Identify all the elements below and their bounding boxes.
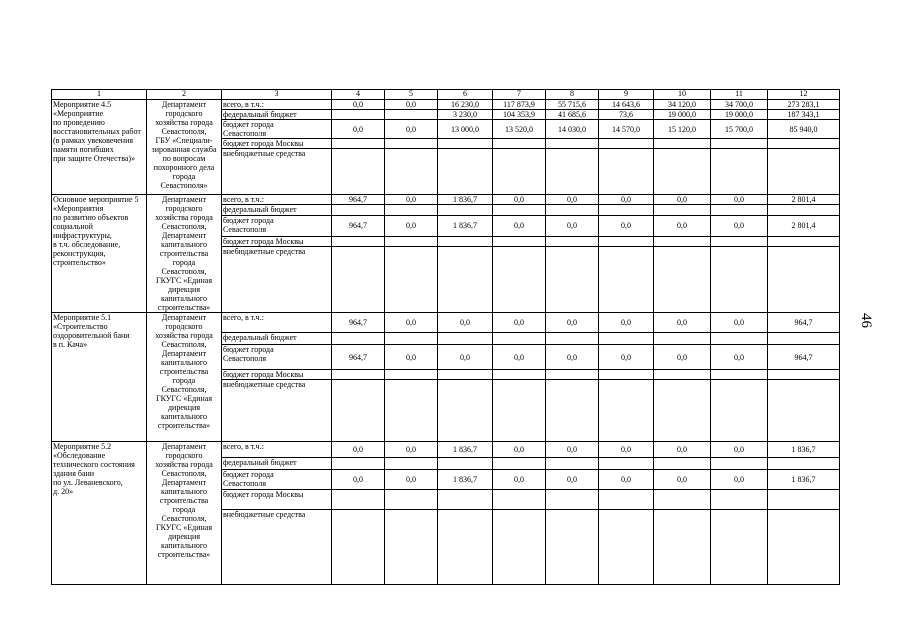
amount-cell	[599, 139, 654, 149]
amount-cell	[493, 380, 546, 442]
amount-cell	[711, 510, 768, 585]
amount-cell: 0,0	[493, 313, 546, 333]
amount-cell: 0,0	[711, 215, 768, 236]
amount-cell	[493, 205, 546, 215]
amount-cell: 0,0	[438, 345, 493, 370]
amount-cell: 0,0	[599, 345, 654, 370]
funding-source: всего, в т.ч.:	[222, 313, 332, 333]
funding-source: федеральный бюджет	[222, 333, 332, 345]
amount-cell: 0,0	[493, 195, 546, 205]
amount-cell: 0,0	[332, 120, 385, 139]
amount-cell	[493, 458, 546, 470]
column-number: 8	[546, 90, 599, 100]
amount-cell	[332, 139, 385, 149]
amount-cell: 0,0	[599, 313, 654, 333]
budget-table	[51, 89, 840, 585]
amount-cell	[768, 333, 840, 345]
amount-cell: 0,0	[711, 313, 768, 333]
amount-cell: 1 836,7	[438, 195, 493, 205]
amount-cell	[546, 333, 599, 345]
amount-cell: 14 643,6	[599, 100, 654, 110]
amount-cell: 0,0	[438, 313, 493, 333]
amount-cell	[654, 149, 711, 195]
funding-source: внебюджетные средства	[222, 510, 332, 585]
amount-cell	[546, 205, 599, 215]
amount-cell	[654, 139, 711, 149]
amount-cell: 34 700,0	[711, 100, 768, 110]
amount-cell: 187 343,1	[768, 110, 840, 120]
amount-cell: 0,0	[546, 345, 599, 370]
column-number: 7	[493, 90, 546, 100]
amount-cell: 1 836,7	[768, 470, 840, 490]
amount-cell: 2 801,4	[768, 195, 840, 205]
amount-cell: 0,0	[385, 195, 438, 205]
amount-cell	[438, 490, 493, 510]
column-number-row	[52, 90, 840, 100]
amount-cell	[385, 490, 438, 510]
executor-cell: Департамент городского хозяйства города Севастополя, Департамент капитального строительства города Севастополя, ГКУГС «Единая дирекция капитального строительства»	[147, 195, 222, 313]
amount-cell: 0,0	[493, 470, 546, 490]
column-number: 2	[147, 90, 222, 100]
amount-cell	[599, 333, 654, 345]
column-number: 12	[768, 90, 840, 100]
amount-cell: 34 120,0	[654, 100, 711, 110]
amount-cell	[599, 380, 654, 442]
amount-cell	[385, 370, 438, 380]
amount-cell	[711, 370, 768, 380]
column-number: 11	[711, 90, 768, 100]
amount-cell	[546, 247, 599, 313]
amount-cell: 3 230,0	[438, 110, 493, 120]
amount-cell: 19 000,0	[654, 110, 711, 120]
amount-cell	[332, 370, 385, 380]
amount-cell: 964,7	[768, 313, 840, 333]
amount-cell: 1 836,7	[438, 215, 493, 236]
amount-cell	[768, 458, 840, 470]
column-number: 10	[654, 90, 711, 100]
funding-source: всего, в т.ч.:	[222, 442, 332, 458]
executor-cell: Департамент городского хозяйства города Севастополя, ГБУ «Специали- зированная служба по вопросам похоронного дела города Севастополя»	[147, 100, 222, 195]
amount-cell	[599, 370, 654, 380]
amount-cell	[599, 149, 654, 195]
amount-cell: 0,0	[711, 470, 768, 490]
funding-source: бюджет города Севастополя	[222, 470, 332, 490]
amount-cell	[385, 205, 438, 215]
funding-source: бюджет города Севастополя	[222, 215, 332, 236]
amount-cell	[493, 510, 546, 585]
amount-cell	[768, 205, 840, 215]
funding-source: бюджет города Москвы	[222, 370, 332, 380]
funding-source: бюджет города Севастополя	[222, 120, 332, 139]
amount-cell: 0,0	[385, 215, 438, 236]
amount-cell	[438, 458, 493, 470]
amount-cell	[599, 205, 654, 215]
column-number: 6	[438, 90, 493, 100]
amount-cell	[711, 236, 768, 246]
amount-cell: 0,0	[711, 442, 768, 458]
amount-cell	[332, 205, 385, 215]
amount-cell	[332, 110, 385, 120]
amount-cell	[546, 490, 599, 510]
funding-source: внебюджетные средства	[222, 380, 332, 442]
amount-cell	[768, 510, 840, 585]
amount-cell	[546, 149, 599, 195]
amount-cell: 0,0	[654, 313, 711, 333]
amount-cell	[599, 490, 654, 510]
amount-cell: 964,7	[332, 345, 385, 370]
amount-cell: 0,0	[385, 442, 438, 458]
amount-cell: 104 353,9	[493, 110, 546, 120]
amount-cell: 0,0	[332, 442, 385, 458]
amount-cell	[438, 333, 493, 345]
amount-cell	[385, 510, 438, 585]
amount-cell: 0,0	[654, 470, 711, 490]
amount-cell: 0,0	[546, 195, 599, 205]
amount-cell: 964,7	[768, 345, 840, 370]
amount-cell	[768, 380, 840, 442]
amount-cell: 0,0	[332, 100, 385, 110]
amount-cell	[493, 490, 546, 510]
amount-cell	[438, 510, 493, 585]
amount-cell	[493, 370, 546, 380]
amount-cell	[654, 490, 711, 510]
amount-cell: 13 000,0	[438, 120, 493, 139]
amount-cell	[654, 205, 711, 215]
amount-cell: 0,0	[599, 215, 654, 236]
column-number: 1	[52, 90, 147, 100]
amount-cell	[654, 510, 711, 585]
table-row	[52, 313, 840, 333]
funding-source: бюджет города Москвы	[222, 139, 332, 149]
amount-cell: 964,7	[332, 215, 385, 236]
amount-cell: 0,0	[385, 100, 438, 110]
amount-cell	[438, 370, 493, 380]
amount-cell	[493, 236, 546, 246]
funding-source: внебюджетные средства	[222, 149, 332, 195]
amount-cell	[546, 510, 599, 585]
amount-cell	[385, 458, 438, 470]
amount-cell	[546, 370, 599, 380]
amount-cell	[332, 149, 385, 195]
table-row	[52, 442, 840, 458]
amount-cell: 117 873,9	[493, 100, 546, 110]
amount-cell	[654, 458, 711, 470]
column-number: 5	[385, 90, 438, 100]
amount-cell: 0,0	[546, 442, 599, 458]
amount-cell: 0,0	[654, 195, 711, 205]
amount-cell: 19 000,0	[711, 110, 768, 120]
measure-title: Мероприятие 4.5 «Мероприятие по проведению восстановительных работ (в рамках увековечения памяти погибших при защите Отечества)»	[52, 100, 147, 195]
amount-cell: 0,0	[599, 442, 654, 458]
amount-cell	[546, 380, 599, 442]
amount-cell	[546, 236, 599, 246]
amount-cell	[385, 110, 438, 120]
funding-source: бюджет города Москвы	[222, 490, 332, 510]
measure-title: Мероприятие 5.2 «Обследование технического состояния здания бани по ул. Леваневского, д. 20»	[52, 442, 147, 585]
amount-cell: 0,0	[493, 345, 546, 370]
table-row	[52, 100, 840, 110]
amount-cell	[711, 149, 768, 195]
amount-cell	[385, 247, 438, 313]
amount-cell	[768, 149, 840, 195]
amount-cell	[654, 370, 711, 380]
amount-cell	[493, 139, 546, 149]
amount-cell: 0,0	[654, 442, 711, 458]
amount-cell	[385, 149, 438, 195]
amount-cell: 16 230,0	[438, 100, 493, 110]
amount-cell: 1 836,7	[438, 442, 493, 458]
amount-cell: 0,0	[385, 120, 438, 139]
amount-cell	[768, 370, 840, 380]
amount-cell: 85 940,0	[768, 120, 840, 139]
amount-cell: 0,0	[711, 195, 768, 205]
amount-cell	[768, 490, 840, 510]
amount-cell	[332, 458, 385, 470]
amount-cell: 0,0	[654, 345, 711, 370]
amount-cell	[654, 333, 711, 345]
amount-cell: 73,6	[599, 110, 654, 120]
amount-cell	[438, 236, 493, 246]
funding-source: всего, в т.ч.:	[222, 195, 332, 205]
amount-cell	[546, 139, 599, 149]
amount-cell	[654, 247, 711, 313]
amount-cell	[599, 247, 654, 313]
amount-cell	[332, 333, 385, 345]
funding-source: всего, в т.ч.:	[222, 100, 332, 110]
amount-cell: 0,0	[385, 345, 438, 370]
amount-cell: 1 836,7	[438, 470, 493, 490]
amount-cell	[768, 139, 840, 149]
column-number: 9	[599, 90, 654, 100]
column-number: 3	[222, 90, 332, 100]
amount-cell: 14 030,0	[546, 120, 599, 139]
measure-title: Мероприятие 5.1 «Строительство оздоровительной бани в п. Кача»	[52, 313, 147, 442]
amount-cell: 0,0	[332, 470, 385, 490]
amount-cell	[332, 490, 385, 510]
amount-cell	[654, 236, 711, 246]
amount-cell	[654, 380, 711, 442]
amount-cell: 14 570,0	[599, 120, 654, 139]
amount-cell: 273 283,1	[768, 100, 840, 110]
table-body	[52, 90, 840, 585]
amount-cell	[385, 139, 438, 149]
amount-cell	[385, 333, 438, 345]
amount-cell: 0,0	[599, 470, 654, 490]
amount-cell	[493, 247, 546, 313]
amount-cell: 0,0	[599, 195, 654, 205]
amount-cell: 0,0	[546, 470, 599, 490]
amount-cell: 0,0	[654, 215, 711, 236]
amount-cell: 13 520,0	[493, 120, 546, 139]
amount-cell: 1 836,7	[768, 442, 840, 458]
amount-cell: 15 120,0	[654, 120, 711, 139]
amount-cell: 41 685,6	[546, 110, 599, 120]
amount-cell: 0,0	[493, 215, 546, 236]
amount-cell: 964,7	[332, 195, 385, 205]
executor-cell: Департамент городского хозяйства города Севастополя, Департамент капитального строительства города Севастополя, ГКУГС «Единая дирекция капитального строительства»	[147, 313, 222, 442]
column-number: 4	[332, 90, 385, 100]
amount-cell: 0,0	[493, 442, 546, 458]
amount-cell	[438, 247, 493, 313]
amount-cell	[711, 458, 768, 470]
amount-cell	[332, 247, 385, 313]
funding-source: бюджет города Севастополя	[222, 345, 332, 370]
amount-cell	[711, 333, 768, 345]
amount-cell	[332, 510, 385, 585]
amount-cell	[711, 247, 768, 313]
amount-cell: 0,0	[385, 470, 438, 490]
measure-title: Основное мероприятие 5 «Мероприятия по развитию объектов социальной инфраструктуры, в т.ч. обследование, реконструкция, строительство»	[52, 195, 147, 313]
amount-cell: 55 715,6	[546, 100, 599, 110]
funding-source: внебюджетные средства	[222, 247, 332, 313]
amount-cell	[438, 380, 493, 442]
amount-cell: 0,0	[711, 345, 768, 370]
funding-source: бюджет города Москвы	[222, 236, 332, 246]
amount-cell	[768, 236, 840, 246]
page-number: 46	[858, 313, 874, 328]
amount-cell: 0,0	[546, 215, 599, 236]
amount-cell: 964,7	[332, 313, 385, 333]
amount-cell: 15 700,0	[711, 120, 768, 139]
amount-cell: 0,0	[385, 313, 438, 333]
amount-cell: 2 801,4	[768, 215, 840, 236]
table-row	[52, 195, 840, 205]
funding-source: федеральный бюджет	[222, 110, 332, 120]
amount-cell: 0,0	[546, 313, 599, 333]
amount-cell	[599, 458, 654, 470]
executor-cell: Департамент городского хозяйства города Севастополя, Департамент капитального строительства города Севастополя, ГКУГС «Единая дирекция капитального строительства»	[147, 442, 222, 585]
amount-cell	[438, 149, 493, 195]
amount-cell	[711, 205, 768, 215]
amount-cell	[493, 333, 546, 345]
funding-source: федеральный бюджет	[222, 458, 332, 470]
amount-cell	[493, 149, 546, 195]
funding-source: федеральный бюджет	[222, 205, 332, 215]
amount-cell	[385, 380, 438, 442]
amount-cell	[438, 205, 493, 215]
amount-cell	[599, 510, 654, 585]
amount-cell	[385, 236, 438, 246]
amount-cell	[599, 236, 654, 246]
amount-cell	[438, 139, 493, 149]
amount-cell	[546, 458, 599, 470]
amount-cell	[711, 490, 768, 510]
amount-cell	[711, 380, 768, 442]
amount-cell	[768, 247, 840, 313]
amount-cell	[332, 236, 385, 246]
amount-cell	[332, 380, 385, 442]
amount-cell	[711, 139, 768, 149]
